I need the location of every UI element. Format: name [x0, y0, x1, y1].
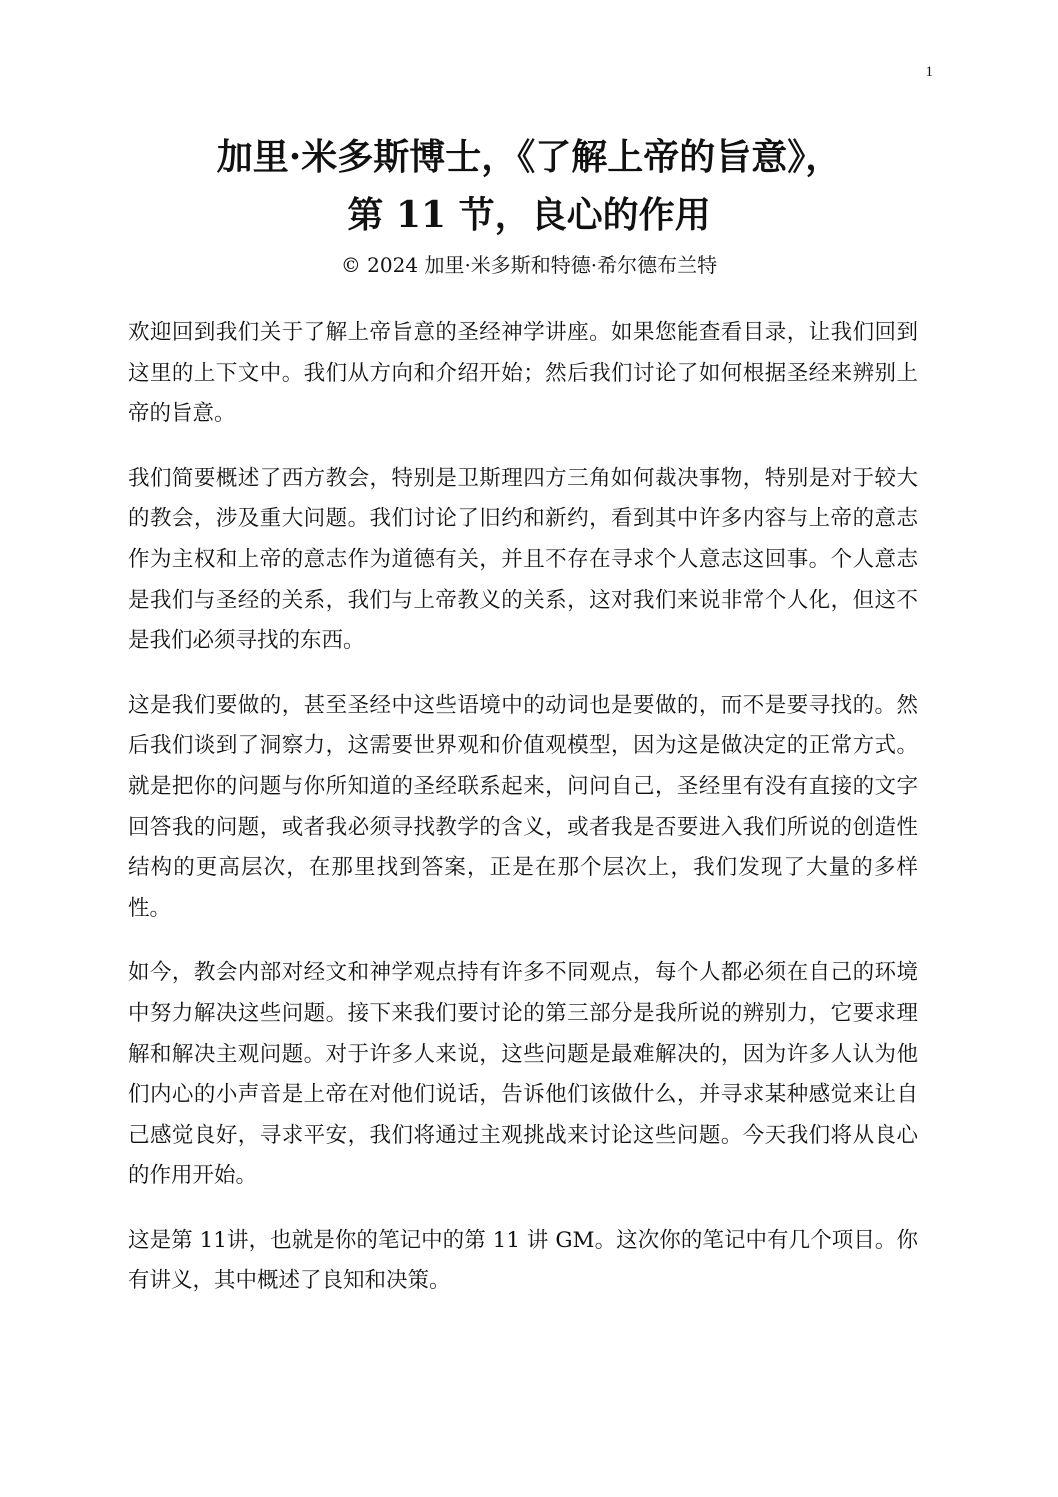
paragraph: 如今，教会内部对经文和神学观点持有许多不同观点，每个人都必须在自己的环境中努力解决这些问题。接下来我们要讨论的第三部分是我所说的辨别力，它要求理解和解决主观问题。对于许多人来说，这些问题是最难解决的，因为许多人认为他们内心的小声音是上帝在对他们说话，告诉他们该做什么，并寻求某种感觉来让自己感觉良好，寻求平安，我们将通过主观挑战来讨论这些问题。今天我们将从良心的作用开始。 — [128, 960, 918, 1189]
paragraph: 我们简要概述了西方教会，特别是卫斯理四方三角如何裁决事物，特别是对于较大的教会，涉及重大问题。我们讨论了旧约和新约，看到其中许多内容与上帝的意志作为主权和上帝的意志作为道德有关，并且不存在寻求个人意志这回事。个人意志是我们与圣经的关系，我们与上帝教义的关系，这对我们来说非常个人化，但这不是我们必须寻找的东西。 — [128, 465, 918, 654]
paragraph: 这是第 11讲，也就是你的笔记中的第 11 讲 GM。这次你的笔记中有几个项目。你有讲义，其中概述了良知和决策。 — [128, 1227, 918, 1294]
copyright-notice: © 2024 加里·米多斯和特德·希尔德布兰特 — [340, 253, 718, 277]
body-text — [128, 313, 918, 1326]
document-title-line-2: 第 11 节，良心的作用 — [347, 194, 711, 236]
paragraph: 这是我们要做的，甚至圣经中这些语境中的动词也是要做的，而不是要寻找的。然后我们谈到了洞察力，这需要世界观和价值观模型，因为这是做决定的正常方式。就是把你的问题与你所知道的圣经联系起来，问问自己，圣经里有没有直接的文字回答我的问题，或者我必须寻找教学的含义，或者我是否要进入我们所说的创造性结构的更高层次，在那里找到答案，正是在那个层次上，我们发现了大量的多样性。 — [128, 692, 918, 921]
page-number: 1 — [925, 64, 933, 80]
document-title-line-1: 加里·米多斯博士，《了解上帝的旨意》， — [216, 136, 842, 178]
paragraph: 欢迎回到我们关于了解上帝旨意的圣经神学讲座。如果您能查看目录，让我们回到这里的上下文中。我们从方向和介绍开始；然后我们讨论了如何根据圣经来辨别上帝的旨意。 — [128, 320, 918, 427]
title-block — [0, 128, 1058, 280]
